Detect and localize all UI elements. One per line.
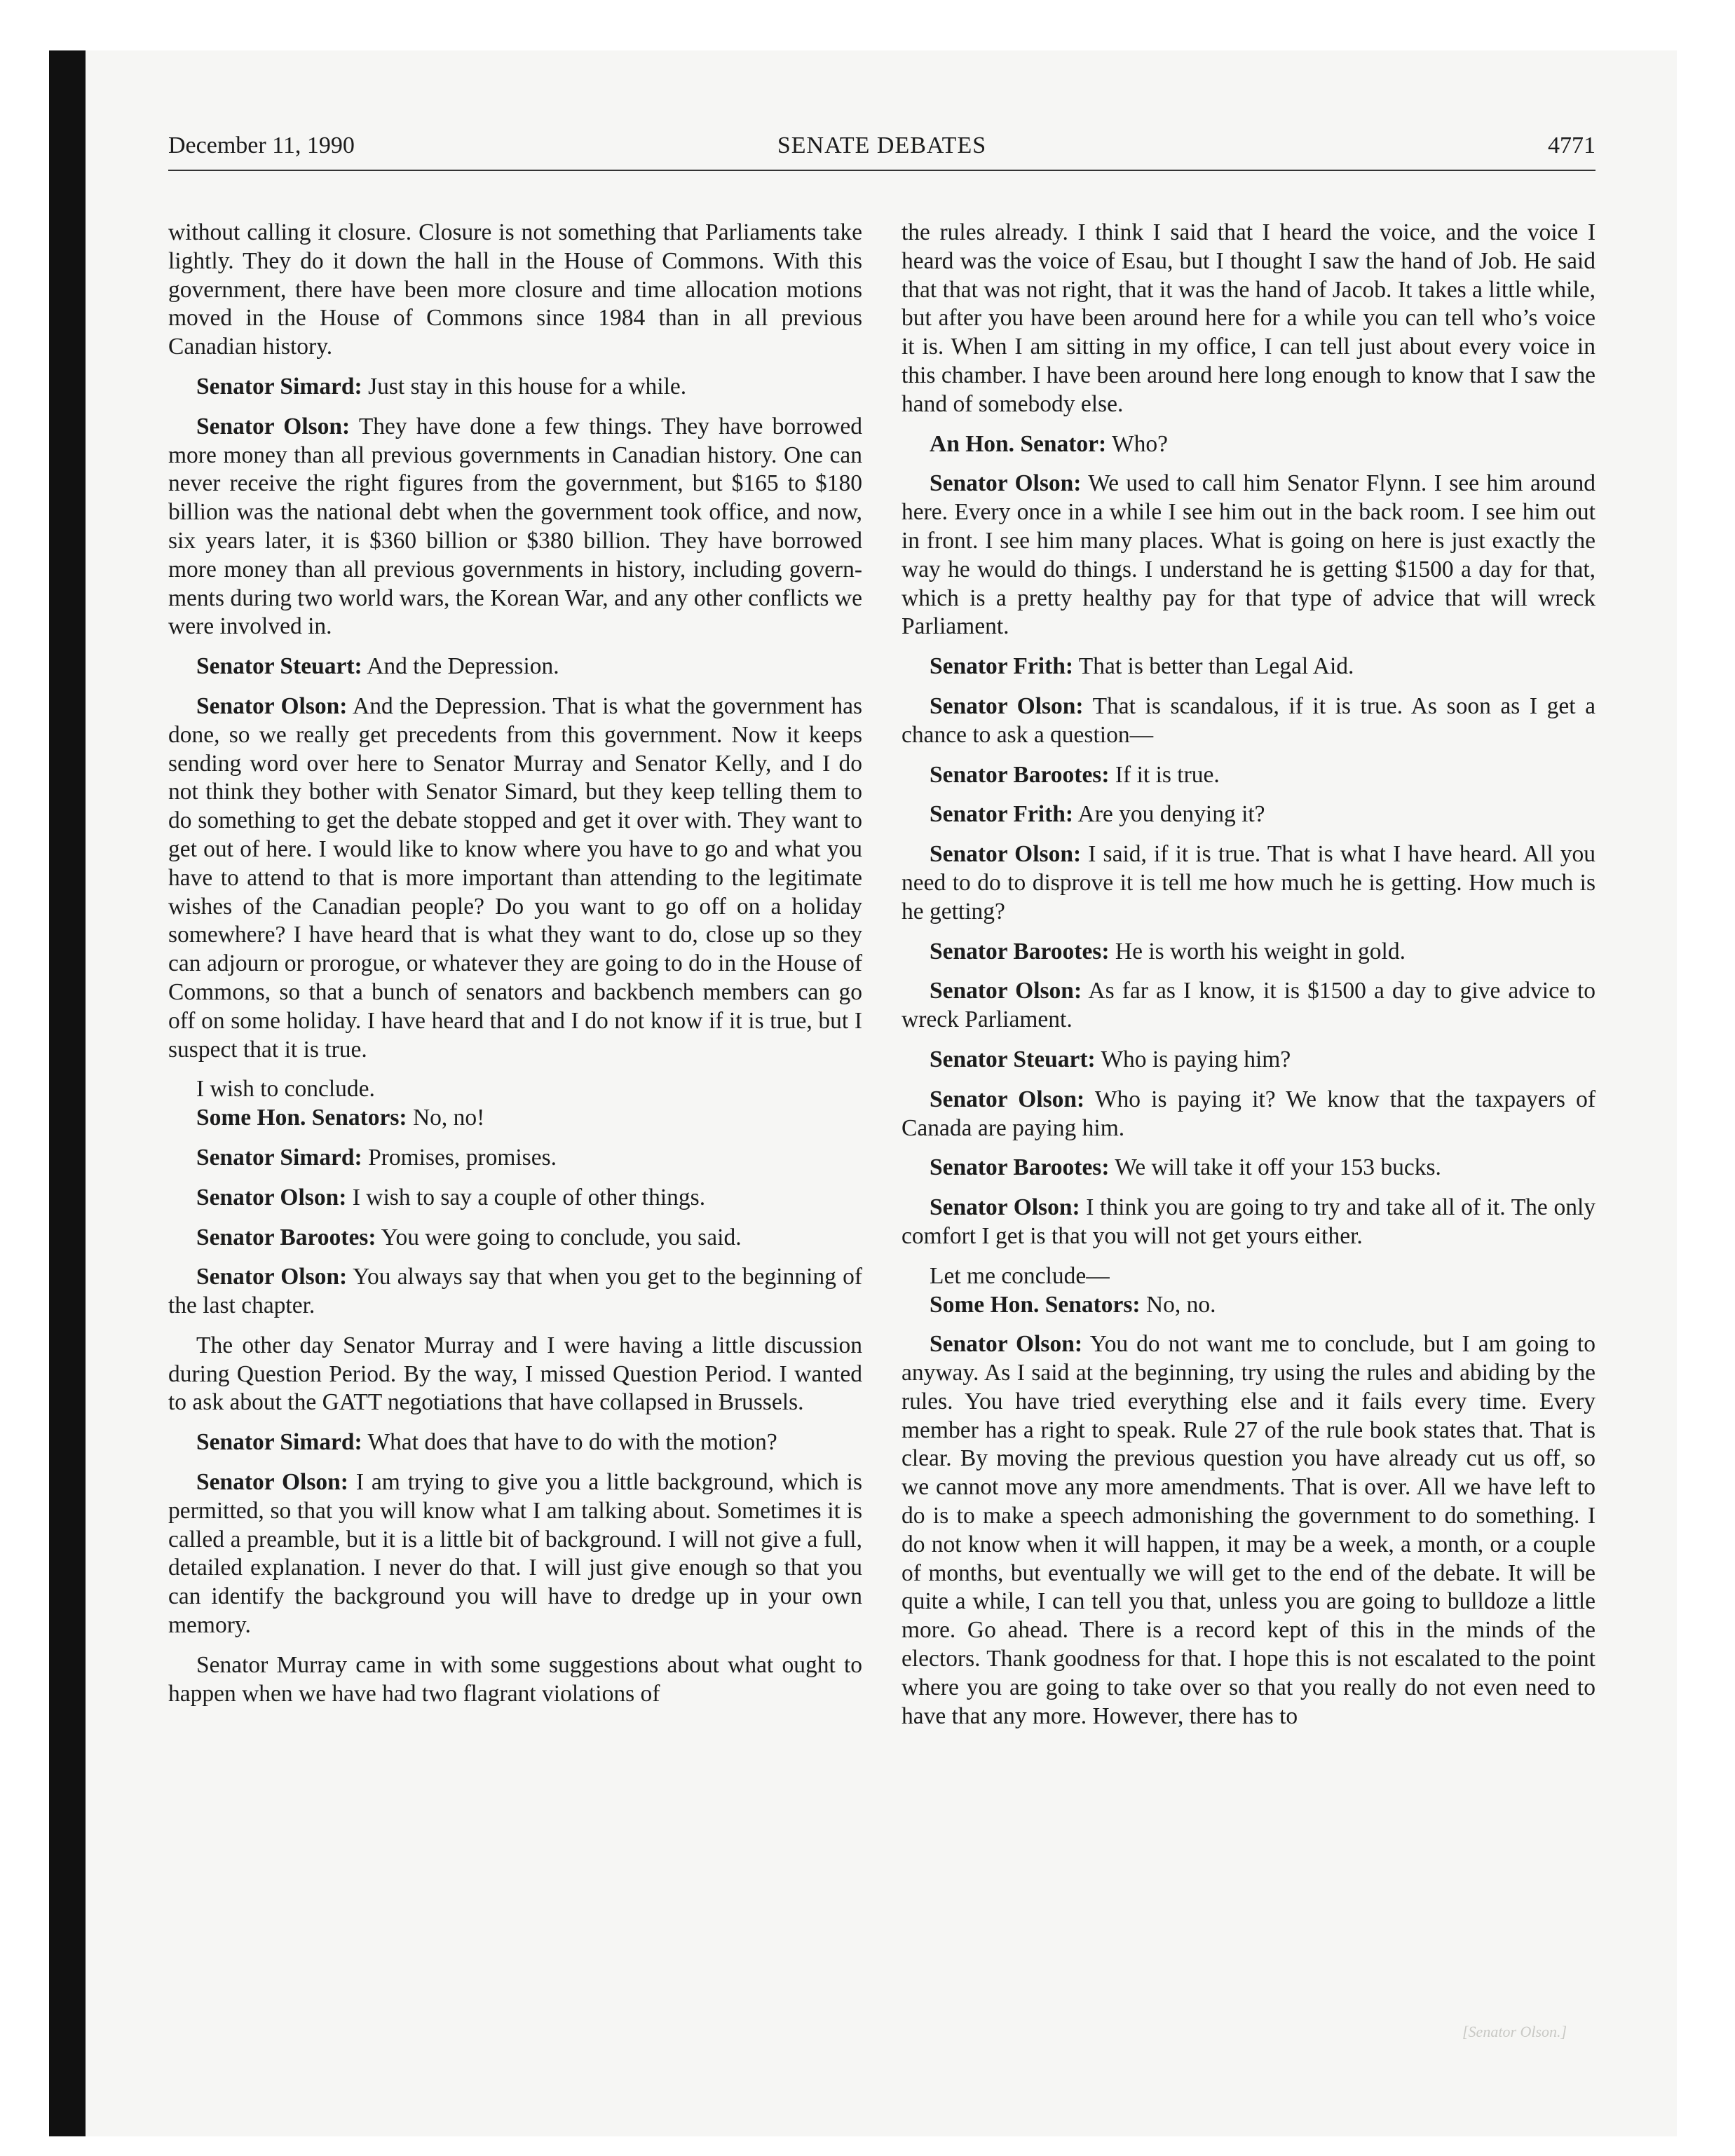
speech-text: Senator Murray came in with some suggestions about what ought to happen when we have had two flagrant violations of (168, 1651, 862, 1707)
speech-text: Who is paying him? (1101, 1046, 1291, 1072)
speaker-name: Senator Steuart: (196, 653, 362, 680)
debate-paragraph (901, 840, 1595, 926)
debate-paragraph (168, 1104, 862, 1133)
speech-text: And the Depression. That is what the government has done, so we really get precedents from this government. Now it keeps sending word over here to Senator Murray and Senator Kelly, and I do not think they bother with Senator Simard, but they keep telling them to do something to get the debate stopped and get it over with. They want to get out of here. I would like to know where you have to go and what you have to attend to that is more important than attending to the legitimate wishes of the Canadian people? Do you want to go off on a holiday somewhere? I have heard that is what they want to do, close up so they can adjourn or prorogue, or whatever they are going to do in the House of Commons, so that a bunch of senators and backbench members can go off on some holiday. I have heard that and I do not know if it is true, but I suspect that it is true. (168, 692, 862, 1063)
speech-text: You were going to conclude, you said. (381, 1224, 742, 1250)
debate-paragraph (901, 219, 1595, 419)
debate-paragraph (901, 1194, 1595, 1251)
debate-paragraph (168, 1263, 862, 1321)
debate-paragraph (168, 373, 862, 402)
debate-paragraph (901, 1262, 1595, 1291)
left-column (168, 219, 862, 1719)
debate-paragraph (168, 1075, 862, 1104)
speech-text: without calling it closure. Closure is not something that Parliaments take lightly. They do it down the hall in the House of Commons. With this government, there have been more closure and time allocation motions moved in the House of Commons since 1984 than in all previous Canadian history. (168, 219, 862, 360)
speaker-name: Senator Frith: (930, 653, 1074, 680)
debate-paragraph (168, 413, 862, 641)
debate-paragraph (901, 938, 1595, 967)
speech-text: If it is true. (1115, 761, 1220, 788)
scan-left-edge (49, 50, 86, 2136)
speech-text: No, no. (1145, 1291, 1216, 1318)
speech-text: They have done a few things. They have borrowed more money than all previous governments in Canadian history. One can never receive the right figures from the government, but $165 to $180 billion was the national debt when the government took office, and now, six years later, it is $360 billion or $380 billion. They have borrowed more money than all previous governments in history, including governments during two world wars, the Korean War, and any other conflicts we were involved in. (168, 413, 862, 640)
debate-paragraph (901, 653, 1595, 681)
speech-text: Are you denying it? (1077, 801, 1265, 828)
debate-paragraph (901, 1086, 1595, 1143)
speaker-name: Senator Simard: (196, 1429, 362, 1456)
speech-text: I wish to say a couple of other things. (352, 1184, 706, 1210)
speaker-name: Senator Olson: (196, 1264, 348, 1290)
debate-paragraph (168, 1651, 862, 1709)
speaker-name: Senator Olson: (930, 1331, 1082, 1358)
speech-text: I said, if it is true. That is what I have heard. All you need to do to disprove it is tell me how much he is getting. How much is he getting? (901, 841, 1595, 925)
debate-paragraph (168, 1144, 862, 1173)
debate-paragraph (168, 692, 862, 1064)
debate-paragraph (901, 761, 1595, 790)
speaker-name: Senator Olson: (930, 1194, 1080, 1221)
speech-text: Who? (1111, 430, 1168, 457)
speech-text: Promises, promises. (368, 1144, 557, 1171)
debate-paragraph (168, 1184, 862, 1213)
speech-text: I am trying to give you a little background, which is permitted, so that you will know what I am talking about. Sometimes it is called a preamble, but it is a little bit of background. I will not give a full, detailed explanation. I never do that. I will just give enough so that you can identify the background you will have to dredge up in your own memory. (168, 1469, 863, 1639)
speech-text: The other day Senator Murray and I were having a little discussion during Question Period. By the way, I missed Question Period. I wanted to ask about the GATT negotiations that have collapsed in Brussels. (168, 1332, 862, 1416)
speaker-name: Senator Olson: (196, 413, 351, 439)
debate-paragraph (168, 1224, 862, 1253)
speaker-name: Senator Olson: (196, 1469, 348, 1496)
speaker-name: Senator Barootes: (930, 761, 1110, 788)
speech-text: You always say that when you get to the beginning of the last chapter. (168, 1264, 862, 1319)
speaker-name: Senator Frith: (930, 801, 1074, 828)
speaker-name: Senator Simard: (196, 373, 362, 400)
speaker-name: Senator Olson: (196, 692, 348, 719)
debate-paragraph (168, 653, 862, 681)
speaker-name: An Hon. Senator: (930, 430, 1107, 457)
header-date: December 11, 1990 (168, 132, 355, 158)
speech-text: the rules already. I think I said that I heard the voice, and the voice I heard was the voice of Esau, but I thought I saw the hand of Job. He said that that was not right, that it was the hand of Jacob. It takes a little while, but after you have been around here for a while you can tell who’s voice it is. When I am sitting in my office, I can tell just about every voice in this chamber. I have been around here long enough to know that I saw the hand of somebody else. (901, 219, 1595, 417)
speaker-name: Some Hon. Senators: (196, 1105, 407, 1131)
speech-text: That is scandalous, if it is true. As soon as I get a chance to ask a question— (901, 692, 1595, 748)
debate-paragraph (901, 470, 1595, 641)
speaker-name: Senator Barootes: (930, 938, 1110, 964)
debate-paragraph (901, 692, 1595, 750)
speaker-name: Senator Barootes: (930, 1154, 1110, 1181)
debate-paragraph (168, 1332, 862, 1417)
speech-text: We will take it off your 153 bucks. (1115, 1154, 1441, 1181)
speech-text: You do not want me to conclude, but I am going to anyway. As I said at the beginning, try using the rules and abiding by the rules. You have tried everything else and it fails every time. Every member has a right to speak. Rule 27 of the rule book states that. That is clear. By moving the previous question you have already cut us off, so we cannot move any more amendments. That is over. All we have left to do is to make a speech admonishing the government to do something. I do not know when it will happen, it may be a week, a month, or a couple of months, but eventually we will get to the end of the debate. It will be quite a while, I can tell you that, unless you are going to bulldoze a little more. Go ahead. There is a record kept of this in the minds of the electors. Thank goodness for that. I hope this is not escalated to the point where you are going to take over so that you really do not even need to have that any more. However, there has to (901, 1331, 1595, 1729)
speech-text: Let me conclude— (930, 1262, 1110, 1289)
speaker-name: Senator Olson: (930, 1086, 1085, 1112)
header-page-number: 4771 (1548, 132, 1595, 158)
page-header (168, 130, 1595, 171)
speaker-name: Senator Olson: (196, 1184, 347, 1210)
debate-paragraph (901, 1046, 1595, 1074)
speaker-name: Senator Barootes: (196, 1224, 376, 1250)
debate-paragraph (901, 1330, 1595, 1731)
speaker-name: Senator Olson: (930, 978, 1082, 1004)
speaker-name: Senator Olson: (930, 692, 1084, 719)
speech-text: That is better than Legal Aid. (1078, 653, 1354, 680)
speaker-name: Senator Olson: (930, 470, 1082, 497)
speech-text: As far as I know, it is $1500 a day to give advice to wreck Parliament. (901, 978, 1596, 1033)
debate-paragraph (168, 1428, 862, 1457)
header-title: SENATE DEBATES (777, 132, 987, 158)
right-column (901, 219, 1595, 1742)
speech-text: I think you are going to try and take all of it. The only comfort I get is that you will not get yours either. (901, 1194, 1595, 1249)
speaker-name: Some Hon. Senators: (930, 1291, 1141, 1318)
speech-text: What does that have to do with the motion? (367, 1429, 777, 1456)
debate-paragraph (901, 800, 1595, 829)
speech-text: No, no! (412, 1105, 485, 1131)
speaker-name: Senator Olson: (930, 841, 1082, 868)
speech-text: We used to call him Senator Flynn. I see him around here. Every once in a while I see him out in the back room. I see him out in front. I see him many places. What is going on here is just exactly the way he would do things. I understand he is getting $1500 a day for that, which is a pretty healthy pay for that type of advice that will wreck Parliament. (901, 470, 1595, 640)
debate-paragraph (901, 1291, 1595, 1320)
speaker-name: Senator Steuart: (930, 1046, 1096, 1072)
speech-text: And the Depression. (367, 653, 559, 680)
marginal-note: [Senator Olson.] (1462, 2023, 1567, 2040)
speech-text: Just stay in this house for a while. (368, 373, 687, 400)
speaker-name: Senator Simard: (196, 1144, 362, 1171)
speech-text: He is worth his weight in gold. (1115, 938, 1406, 964)
debate-paragraph (901, 1154, 1595, 1182)
debate-paragraph (901, 977, 1595, 1035)
debate-paragraph (168, 219, 862, 362)
speech-text: I wish to conclude. (196, 1076, 375, 1103)
speech-text: Who is paying it? We know that the taxpayers of Canada are paying him. (901, 1086, 1595, 1141)
debate-paragraph (168, 1468, 862, 1640)
debate-paragraph (901, 430, 1595, 459)
